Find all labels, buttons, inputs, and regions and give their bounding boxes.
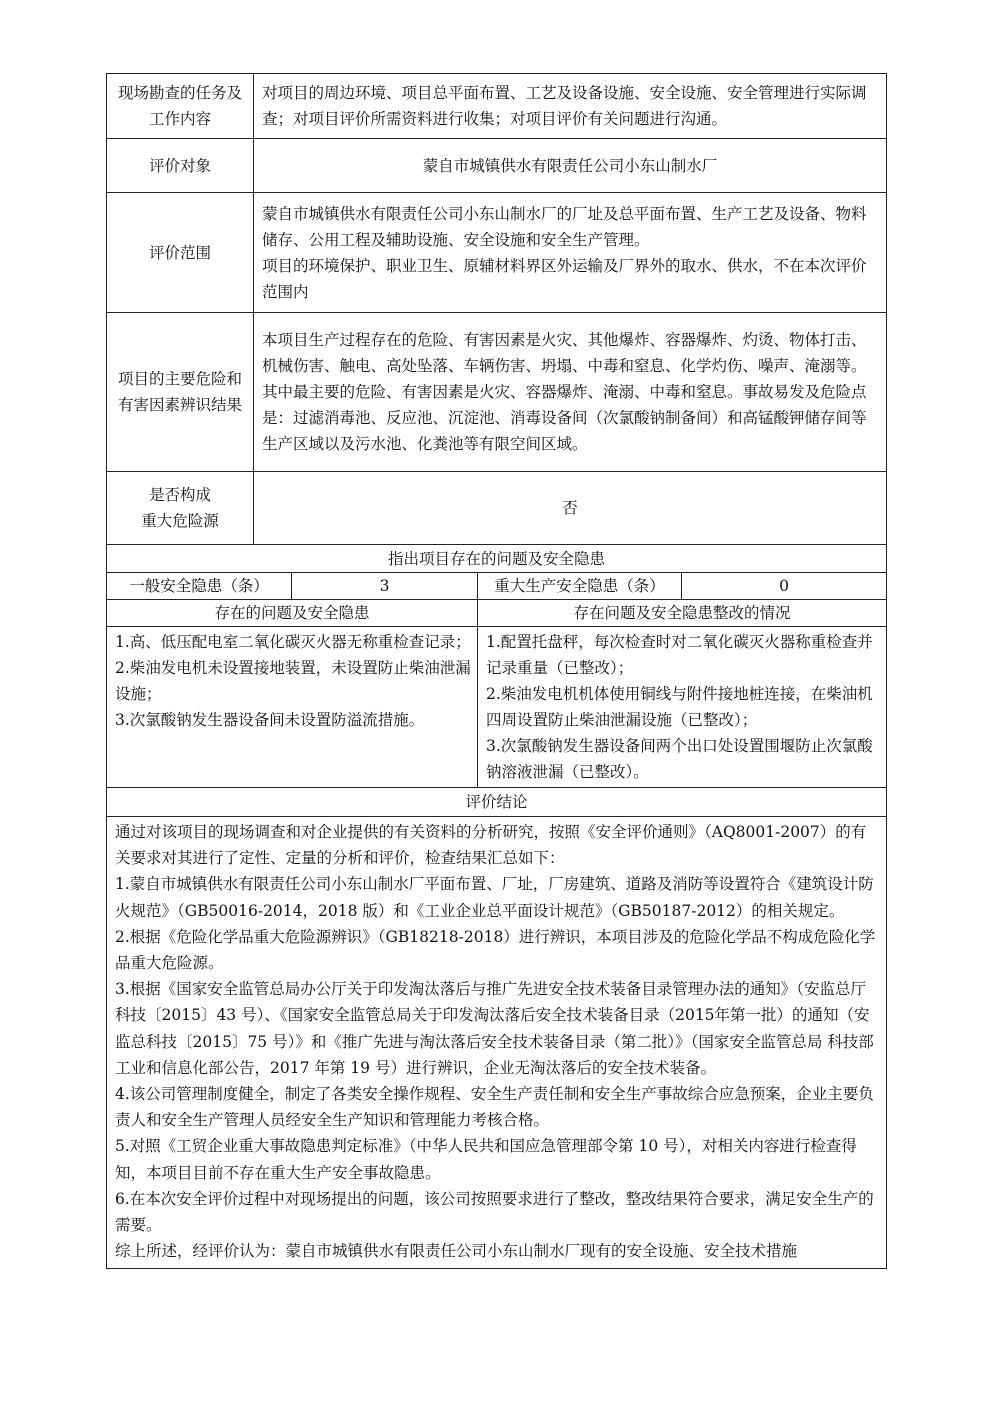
conclusion-paragraph: 4.该公司管理制度健全，制定了各类安全操作规程、安全生产责任制和安全生产事故综合应急预案，企业主要负责人和安全生产管理人员经安全生产知识和管理能力考核合格。 (115, 1085, 874, 1130)
scope-label: 评价范围 (107, 193, 254, 313)
issues-right-list (478, 627, 887, 788)
issues-columns-row (107, 600, 887, 627)
scope-paragraph-2: 项目的环境保护、职业卫生、原辅材料界区外运输及厂界外的取水、供水，不在本次评价范围内 (262, 256, 867, 301)
object-content: 蒙自市城镇供水有限责任公司小东山制水厂 (254, 139, 887, 193)
list-item: 2.柴油发电机未设置接地装置，未设置防止柴油泄漏设施； (115, 659, 471, 703)
hazard-content: 本项目生产过程存在的危险、有害因素是火灾、其他爆炸、容器爆炸、灼烫、物体打击、机械伤害、触电、高处坠落、车辆伤害、坍塌、中毒和窒息、化学灼伤、噪声、淹溺等。其中最主要的危险、有害因素是火灾、容器爆炸、淹溺、中毒和窒息。事故易发及危险点是：过滤消毒池、反应池、沉淀池、消毒设备间（次氯酸钠制备间）和高锰酸钾储存间等生产区域以及污水池、化粪池等有限空间区域。 (254, 313, 887, 472)
major-hazard-count-label: 重大生产安全隐患（条） (478, 573, 682, 600)
issues-left-list (107, 627, 478, 788)
issues-count-row (107, 573, 887, 600)
list-item: 3.次氯酸钠发生器设备间未设置防溢流措施。 (115, 711, 425, 729)
conclusion-paragraph: 6.在本次安全评价过程中对现场提出的问题，该公司按照要求进行了整改，整改结果符合要求，满足安全生产的需要。 (115, 1189, 874, 1235)
conclusion-paragraph: 1.蒙自市城镇供水有限责任公司小东山制水厂平面布置、厂址，厂房建筑、道路及消防等设置符合《建筑设计防火规范》（GB50016-2014，2018 版）和《工业企业总平面设计规范》（GB50187-2012）的相关规定。 (115, 875, 874, 920)
conclusion-body (107, 817, 887, 1269)
list-item: 1.配置托盘秤，每次检查时对二氧化碳灭火器称重检查并记录重量（已整改）； (486, 633, 873, 677)
conclusion-header-row (107, 788, 887, 817)
evaluation-form (106, 73, 886, 1269)
task-label: 现场勘查的任务及工作内容 (107, 74, 254, 139)
conclusion-paragraph: 通过对该项目的现场调查和对企业提供的有关资料的分析研究，按照《安全评价通则》（AQ8001-2007）的有关要求对其进行了定性、定量的分析和评价，检查结果汇总如下： (115, 823, 867, 868)
hazard-label: 项目的主要危险和有害因素辨识结果 (107, 313, 254, 472)
general-hazard-label: 一般安全隐患（条） (107, 573, 292, 600)
object-label: 评价对象 (107, 139, 254, 193)
issues-header: 指出项目存在的问题及安全隐患 (107, 545, 887, 573)
major-hazard-count: 0 (682, 573, 887, 600)
major-hazard-label-line1: 是否构成 (148, 486, 211, 504)
major-hazard-content: 否 (254, 472, 887, 545)
conclusion-paragraph: 综上所述，经评价认为：蒙自市城镇供水有限责任公司小东山制水厂现有的安全设施、安全技术措施 (115, 1242, 798, 1261)
conclusion-paragraph: 2.根据《危险化学品重大危险源辨识》（GB18218-2018）进行辨识，本项目涉及的危险化学品不构成危险化学品重大危险源。 (115, 927, 876, 973)
scope-paragraph-1: 蒙自市城镇供水有限责任公司小东山制水厂的厂址及总平面布置、生产工艺及设备、物料储存、公用工程及辅助设施、安全设施和安全生产管理。 (262, 204, 867, 249)
conclusion-row (107, 817, 887, 1269)
evaluation-table (106, 73, 887, 1269)
task-content: 对项目的周边环境、项目总平面布置、工艺及设备设施、安全设施、安全管理进行实际调查；对项目评价所需资料进行收集；对项目评价有关问题进行沟通。 (254, 74, 887, 139)
task-row (107, 74, 887, 139)
issues-header-row (107, 545, 887, 573)
hazard-row (107, 313, 887, 472)
conclusion-paragraph: 5.对照《工贸企业重大事故隐患判定标准》（中华人民共和国应急管理部令第 10 号），对相关内容进行检查得知，本项目目前不存在重大生产安全事故隐患。 (115, 1137, 857, 1182)
issues-col-left: 存在的问题及安全隐患 (107, 600, 478, 627)
scope-content (254, 193, 887, 313)
object-row (107, 139, 887, 193)
issues-detail-row (107, 627, 887, 788)
list-item: 2.柴油发电机机体使用铜线与附件接地桩连接，在柴油机四周设置防止柴油泄漏设施（已整改）； (486, 685, 873, 729)
major-hazard-row (107, 472, 887, 545)
list-item: 3.次氯酸钠发生器设备间两个出口处设置围堰防止次氯酸钠溶液泄漏（已整改）。 (486, 737, 873, 781)
general-hazard-count: 3 (292, 573, 478, 600)
issues-col-right: 存在问题及安全隐患整改的情况 (478, 600, 887, 627)
scope-row (107, 193, 887, 313)
list-item: 1.高、低压配电室二氧化碳灭火器无称重检查记录； (115, 633, 471, 651)
major-hazard-label-line2: 重大危险源 (141, 512, 219, 530)
major-hazard-label (107, 472, 254, 545)
conclusion-paragraph: 3.根据《国家安全监管总局办公厅关于印发淘汰落后与推广先进安全技术装备目录管理办法的通知》（安监总厅科技〔2015〕43 号）、《国家安全监管总局关于印发淘汰落后安全技术装备目录（2015年第一批）的通知（安监总科技〔2015〕75 号）》和《推广先进与淘汰落后安全技术装备目录（第二批）》（国家安全监管总局 科技部 工业和信息化部公告，2017 年第 19 号）进行辨识，企业无淘汰落后的安全技术装备。 (115, 980, 874, 1077)
conclusion-header: 评价结论 (107, 788, 887, 817)
